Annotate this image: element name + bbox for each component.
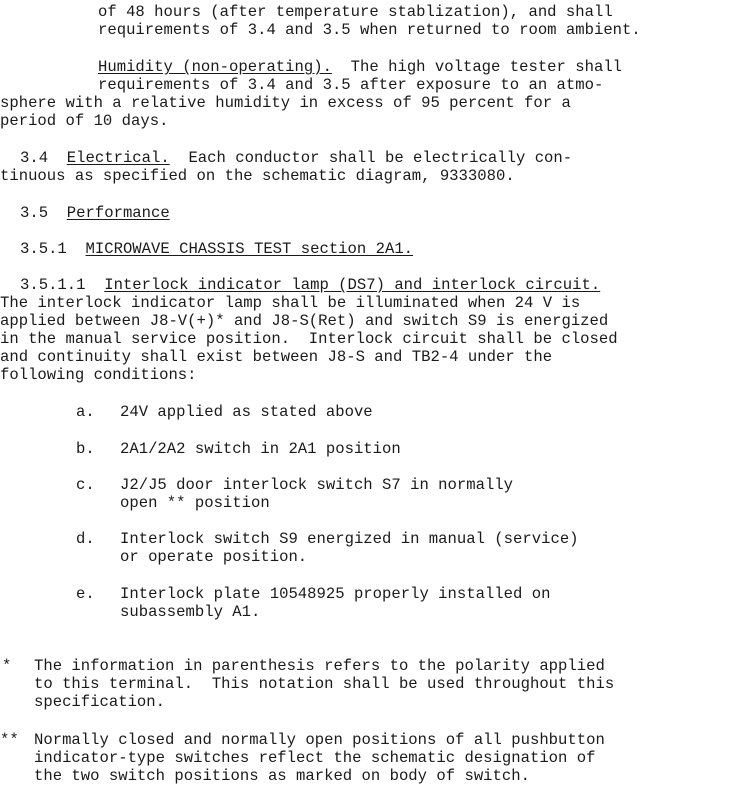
condition-b-line-1: 2A1/2A2 switch in 2A1 position <box>120 440 401 458</box>
condition-letter-a: a. <box>76 403 95 421</box>
footnote-2-line-2: indicator-type switches reflect the schematic designation of <box>34 749 596 767</box>
humidity-line-1 <box>98 58 622 76</box>
section-3-5-1-1-number: 3.5.1.1 <box>20 276 86 294</box>
footnote-1-line-2: to this terminal. This notation shall be used throughout this <box>34 675 615 693</box>
footnote-mark-single: * <box>2 657 12 675</box>
section-3-5-1-number: 3.5.1 <box>20 240 67 258</box>
condition-a-line-1: 24V applied as stated above <box>120 403 373 421</box>
thermal-line-2: requirements of 3.4 and 3.5 when returned to room ambient. <box>98 21 641 39</box>
section-3-5-1-1-line-4: in the manual service position. Interlock circuit shall be closed <box>0 330 618 348</box>
section-3-5-1-heading: MICROWAVE CHASSIS TEST section 2A1. <box>85 240 414 258</box>
footnote-2-line-3: the two switch positions as marked on body of switch. <box>34 767 530 785</box>
section-3-4-line-1 <box>20 149 572 167</box>
condition-letter-d: d. <box>76 530 95 548</box>
condition-c-line-1: J2/J5 door interlock switch S7 in normally <box>120 476 514 494</box>
condition-letter-e: e. <box>76 585 95 603</box>
humidity-line-2: requirements of 3.4 and 3.5 after exposure to an atmo- <box>98 76 604 94</box>
section-3-5-1-1-line-6: following conditions: <box>0 366 197 384</box>
section-3-4-line-2: tinuous as specified on the schematic diagram, 9333080. <box>0 167 515 185</box>
section-3-5-1-1-line-5: and continuity shall exist between J8-S and TB2-4 under the <box>0 348 553 366</box>
condition-c-line-2: open ** position <box>120 494 270 512</box>
footnote-mark-double: ** <box>0 731 19 749</box>
footnote-2-line-1: Normally closed and normally open positions of all pushbutton <box>34 731 605 749</box>
condition-letter-c: c. <box>76 476 95 494</box>
condition-d-line-1: Interlock switch S9 energized in manual (service) <box>120 530 579 548</box>
thermal-line-1: of 48 hours (after temperature stablization), and shall <box>98 3 613 21</box>
footnote-1-line-3: specification. <box>34 693 166 711</box>
condition-e-line-2: subassembly A1. <box>120 603 261 621</box>
section-3-5-1-1-heading: Interlock indicator lamp (DS7) and interlock circuit. <box>104 276 601 294</box>
section-3-4-line-1-rest: Each conductor shall be electrically con- <box>169 149 573 167</box>
condition-letter-b: b. <box>76 440 95 458</box>
section-3-5-1-line <box>20 240 413 258</box>
humidity-line-4: period of 10 days. <box>0 112 169 130</box>
section-3-5-number: 3.5 <box>20 204 49 222</box>
humidity-line-3: sphere with a relative humidity in excess of 95 percent for a <box>0 94 571 112</box>
section-3-4-heading: Electrical. <box>66 149 170 167</box>
humidity-heading: Humidity (non-operating). <box>98 58 332 76</box>
condition-e-line-1: Interlock plate 10548925 properly installed on <box>120 585 551 603</box>
section-3-5-1-1-line-2: The interlock indicator lamp shall be illuminated when 24 V is <box>0 294 581 312</box>
section-3-5-1-1-line-1 <box>20 276 600 294</box>
footnote-1-line-1: The information in parenthesis refers to the polarity applied <box>34 657 605 675</box>
section-3-5-line <box>20 204 170 222</box>
humidity-line-1-rest: The high voltage tester shall <box>331 58 623 76</box>
section-3-5-heading: Performance <box>66 204 170 222</box>
section-3-5-1-1-line-3: applied between J8-V(+)* and J8-S(Ret) and switch S9 is energized <box>0 312 609 330</box>
section-3-4-number: 3.4 <box>20 149 49 167</box>
condition-d-line-2: or operate position. <box>120 548 308 566</box>
